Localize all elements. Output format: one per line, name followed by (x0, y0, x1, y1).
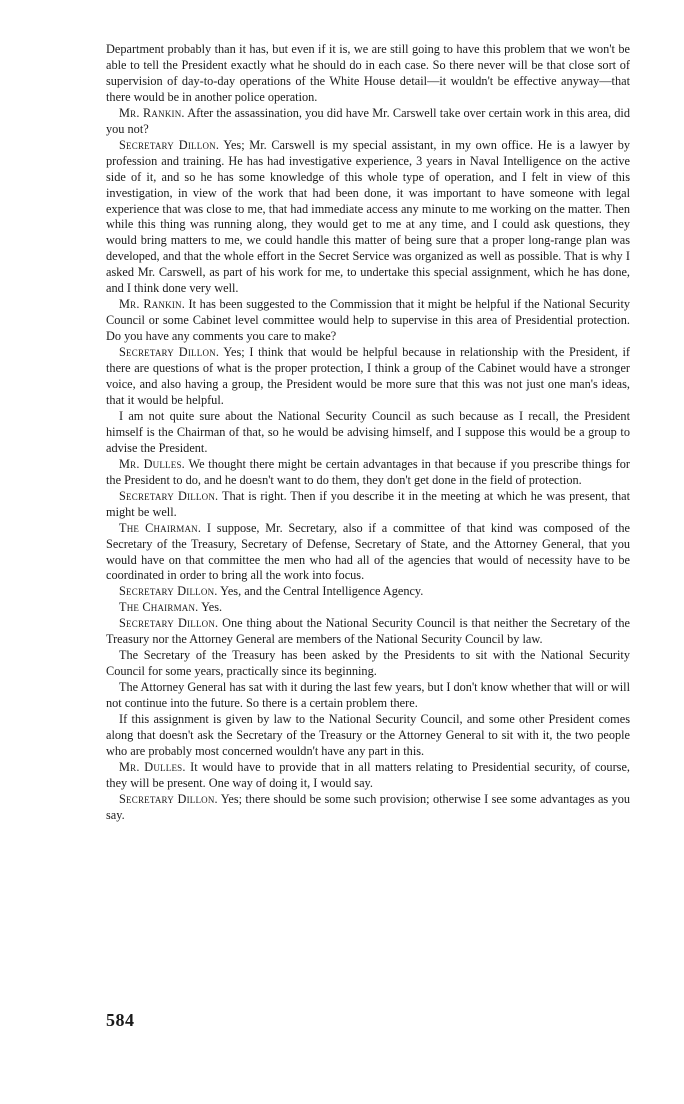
paragraph (106, 600, 630, 616)
paragraph (106, 138, 630, 298)
speaker-name: Mr. Dulles. (119, 456, 185, 471)
paragraph-text: We thought there might be certain advantages in that because if you prescribe things for the President to do, and he doesn't want to do them, they don't get done in the field of protection. (106, 456, 630, 487)
speaker-name: Mr. Rankin. (119, 297, 186, 312)
paragraph-text: That is right. Then if you describe it in the meeting at which he was present, that might be well. (106, 488, 631, 519)
paragraph (106, 409, 630, 457)
speaker-name: Secretary Dillon. (119, 345, 220, 360)
paragraph (106, 760, 630, 792)
paragraph-text: I am not quite sure about the National Security Council as such because as I recall, the President himself is the Chairman of that, so he would be advising himself, and I suppose this would be a group to advise the President. (106, 408, 630, 455)
speaker-name: Secretary Dillon. (119, 488, 219, 503)
paragraph (106, 489, 630, 521)
paragraph-text: After the assassination, you did have Mr. Carswell take over certain work in this area, did you not? (106, 105, 630, 136)
speaker-name: The Chairman. (119, 600, 199, 615)
paragraph-text: One thing about the National Security Council is that neither the Secretary of the Treasury nor the Attorney General are members of the National Security Council by law. (106, 616, 630, 647)
paragraph-text: It would have to provide that in all matters relating to Presidential security, of course, they will be present. One way of doing it, I would say. (106, 759, 630, 790)
paragraph-text: I suppose, Mr. Secretary, also if a committee of that kind was composed of the Secretary of the Treasury, Secretary of Defense, Secretary of State, and the Attorney General, that you would have on that committee the men who had all of the agencies that would of necessity have to be coordinated in order to bring all the work into focus. (106, 520, 630, 583)
paragraph-text: Yes. (201, 600, 223, 615)
paragraph-text: Yes; there should be some such provision; otherwise I see some advantages as you say. (106, 791, 631, 822)
paragraph-text: It has been suggested to the Commission that it might be helpful if the National Security Council or some Cabinet level committee would help to supervise in this area of Presidential protection. Do you have any comments you care to make? (106, 297, 631, 344)
speaker-name: The Chairman. (119, 520, 202, 535)
paragraph (106, 106, 630, 138)
speaker-name: Mr. Rankin. (119, 105, 185, 120)
speaker-name: Mr. Dulles. (119, 759, 186, 774)
paragraph (106, 712, 630, 760)
paragraph (106, 457, 630, 489)
paragraph-text: Yes, and the Central Intelligence Agency. (220, 584, 424, 599)
paragraph (106, 584, 630, 600)
paragraph-text: The Secretary of the Treasury has been asked by the Presidents to sit with the National Security Council for some years, practically since its beginning. (106, 648, 630, 679)
paragraph (106, 297, 630, 345)
paragraph (106, 648, 630, 680)
paragraph-text: Yes; I think that would be helpful because in relationship with the President, if there are questions of what is the proper protection, I think a group of the Cabinet would have a stronger voice, and also having a group, the President would be more sure that this was not just one man's ideas, that it would be helpful. (106, 345, 631, 407)
paragraph-text: If this assignment is given by law to the National Security Council, and some other President comes along that doesn't ask the Secretary of the Treasury or the Attorney General to sit with it, the two people who are probably most concerned wouldn't have any part in this. (106, 712, 630, 758)
page-number: 584 (106, 1010, 135, 1030)
paragraph-text: Department probably than it has, but even if it is, we are still going to have this problem that we won't be able to tell the President exactly what he should do in each case. So there never will be that close sort of supervision of day-to-day operations of the White House detail—it wouldn't be effective anyway—that there would be in another police operation. (106, 42, 630, 104)
speaker-name: Secretary Dillon. (119, 616, 219, 631)
speaker-name: Secretary Dillon. (119, 584, 218, 599)
paragraph-text: The Attorney General has sat with it during the last few years, but I don't know whether that will or will not continue into the future. So there is a certain problem there. (106, 680, 630, 711)
paragraph (106, 345, 630, 409)
paragraph (106, 616, 630, 648)
speaker-name: Secretary Dillon. (119, 791, 218, 806)
testimony-text (106, 42, 630, 824)
paragraph (106, 792, 630, 824)
paragraph-text: Yes; Mr. Carswell is my special assistant, in my own office. He is a lawyer by profession and training. He has had investigative experience, 3 years in Naval Intelligence on the active side of it, and so he has some knowledge of this whole type of operation, and I felt in view of this investigation, in view of the work that had been done, it was important to have someone with legal experience that was close to me, that had immediate access any minute to me working on the matter. Then while this thing was running along, they would get to me at any time, and I could ask questions, they would bring matters to me, we could handle this matter of being sure that a proper long-range plan was developed, and that the whole effort in the Secret Service was organized as well as possible. That is why I asked Mr. Carswell, as part of his work for me, to undertake this special assignment, which he has done, and I think done very well. (106, 137, 631, 296)
paragraph (106, 680, 630, 712)
paragraph (106, 521, 630, 585)
speaker-name: Secretary Dillon. (119, 137, 220, 152)
paragraph (106, 42, 630, 106)
